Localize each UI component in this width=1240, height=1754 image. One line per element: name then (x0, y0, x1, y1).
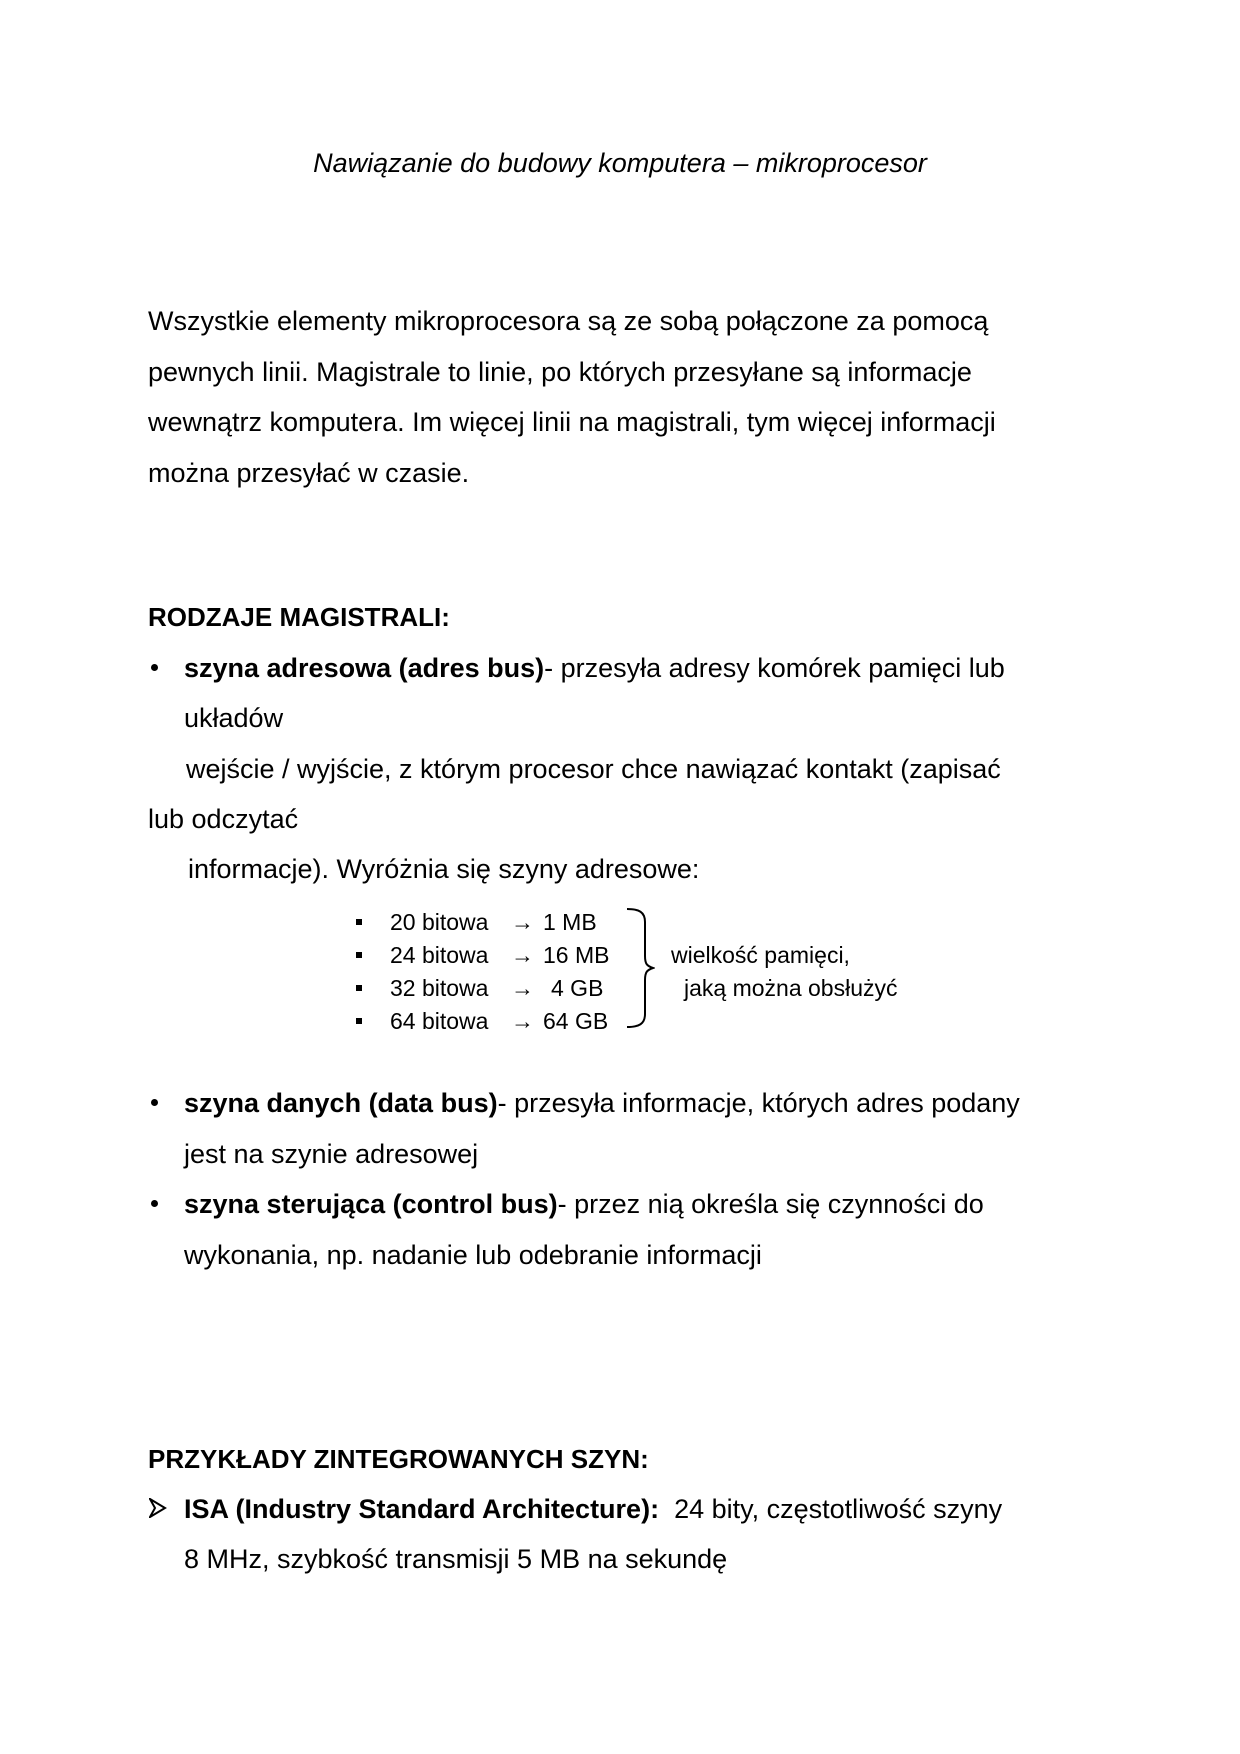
control-bus-line-2: wykonania, np. nadanie lub odebranie informacji (184, 1240, 762, 1270)
address-bus-line-3: wejście / wyjście, z którym procesor chce nawiązać kontakt (zapisać (186, 754, 1001, 784)
address-bus-line-5: informacje). Wyróżnia się szyny adresowe: (188, 854, 700, 884)
arrow-right-icon: → (511, 1008, 534, 1034)
data-bus-term: szyna danych (data bus) (184, 1088, 498, 1118)
address-bus-line-1 (184, 651, 1005, 685)
intro-line: wewnątrz komputera. Im więcej linii na magistrali, tym więcej informacji (148, 407, 996, 437)
intro-paragraph (148, 296, 1108, 498)
address-width-bits: 24 bitowa (390, 942, 489, 968)
data-bus-desc: - przesyła informacje, których adres podany (497, 1088, 1020, 1118)
square-bullet-icon (356, 952, 362, 958)
control-bus-desc: - przez nią określa się czynności do (557, 1189, 984, 1219)
address-bus-line-4: lub odczytać (148, 804, 299, 834)
bullet-icon (151, 1099, 158, 1106)
address-bus-term: szyna adresowa (adres bus) (184, 653, 545, 683)
intro-line: można przesyłać w czasie. (148, 457, 470, 488)
intro-line: pewnych linii. Magistrale to linie, po których przesyłane są informacje (148, 356, 972, 387)
isa-line-1 (184, 1492, 1002, 1526)
address-width-size: 64 GB (543, 1008, 609, 1034)
address-bus-line-2: układów (184, 703, 284, 733)
address-width-size: 4 GB (551, 975, 604, 1001)
section-heading-integrated-buses: PRZYKŁADY ZINTEGROWANYCH SZYN: (148, 1444, 649, 1474)
right-brace-icon (625, 906, 655, 1030)
address-width-bits: 64 bitowa (390, 1008, 489, 1034)
page-title: Nawiązanie do budowy komputera – mikroprocesor (313, 148, 927, 178)
isa-term: ISA (Industry Standard Architecture): (184, 1494, 660, 1524)
brace-note-line-1: wielkość pamięci, (671, 942, 850, 968)
arrow-bullet-icon (149, 1498, 167, 1518)
address-width-size: 1 MB (543, 909, 597, 935)
arrow-right-icon: → (511, 942, 534, 968)
square-bullet-icon (356, 985, 362, 991)
data-bus-line-2: jest na szynie adresowej (184, 1139, 479, 1169)
address-bus-desc: - przesyła adresy komórek pamięci lub (544, 653, 1005, 683)
intro-line: Wszystkie elementy mikroprocesora są ze sobą połączone za pomocą (148, 306, 989, 336)
address-width-bits: 32 bitowa (390, 975, 489, 1001)
brace-note-line-2: jaką można obsłużyć (684, 975, 898, 1001)
address-width-size: 16 MB (543, 942, 610, 968)
data-bus-line-1 (184, 1086, 1020, 1120)
arrow-right-icon: → (511, 909, 534, 935)
bullet-icon (151, 1200, 158, 1207)
control-bus-line-1 (184, 1187, 984, 1221)
square-bullet-icon (356, 919, 362, 925)
isa-desc: 24 bity, częstotliwość szyny (659, 1494, 1003, 1524)
control-bus-term: szyna sterująca (control bus) (184, 1189, 558, 1219)
address-width-bits: 20 bitowa (390, 909, 489, 935)
section-heading-bus-types: RODZAJE MAGISTRALI: (148, 602, 450, 632)
bullet-icon (151, 664, 158, 671)
arrow-right-icon: → (511, 975, 534, 1001)
isa-line-2: 8 MHz, szybkość transmisji 5 MB na sekundę (184, 1544, 728, 1574)
square-bullet-icon (356, 1018, 362, 1024)
